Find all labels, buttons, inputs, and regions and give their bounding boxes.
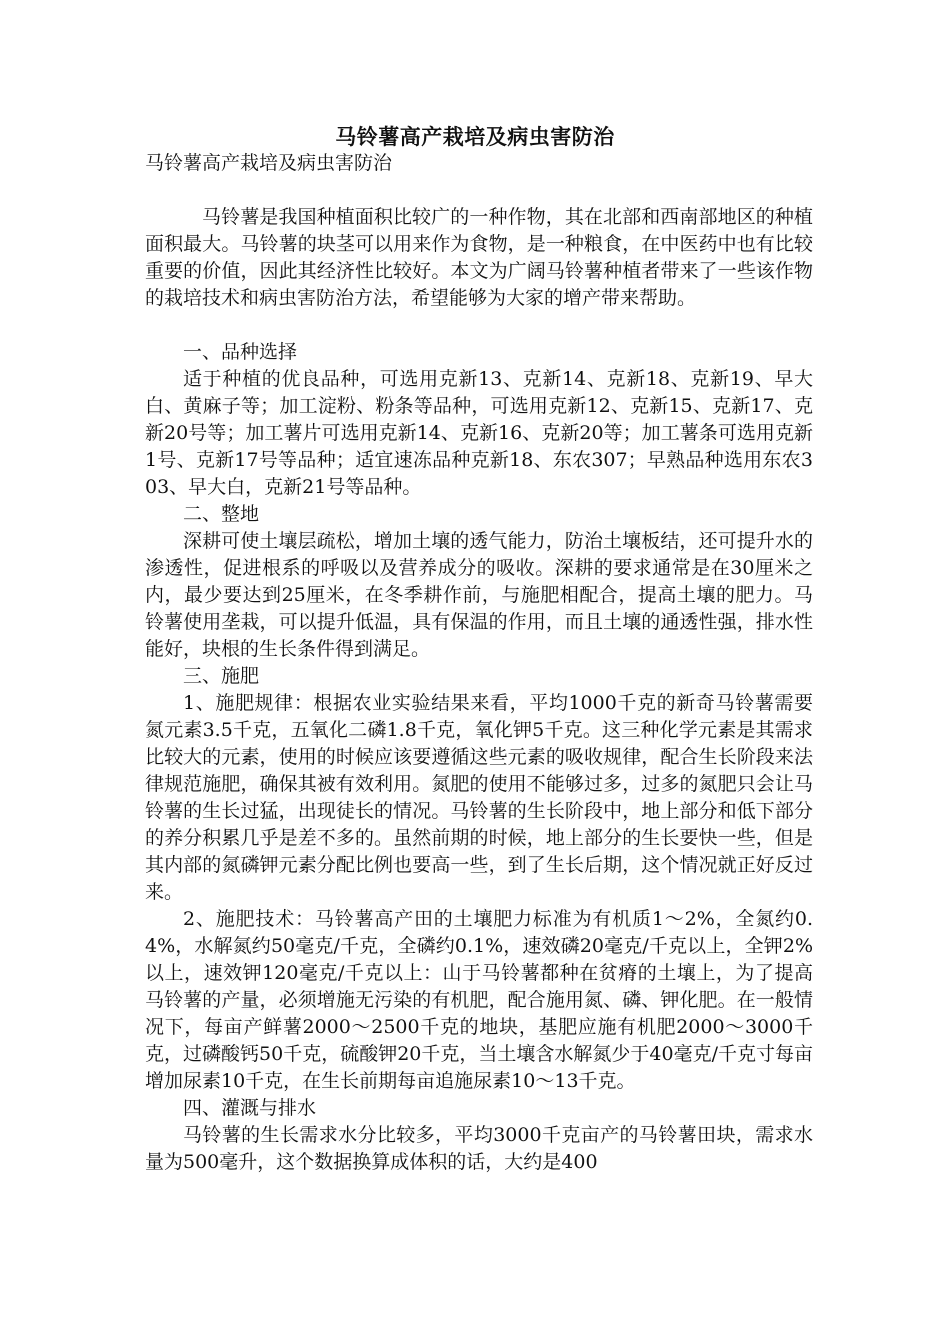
blank-line (145, 177, 813, 204)
section-paragraph-irrigation: 马铃薯的生长需求水分比较多，平均3000千克亩产的马铃薯田块，需求水量为500毫升，这个数据换算成体积的话，大约是400 (145, 1124, 813, 1173)
document-subtitle: 马铃薯高产栽培及病虫害防治 (145, 152, 393, 174)
document-title: 马铃薯高产栽培及病虫害防治 (335, 124, 615, 149)
intro-paragraph: 马铃薯是我国种植面积比较广的一种作物，其在北部和西南部地区的种植面积最大。马铃薯的块茎可以用来作为食物，是一种粮食，在中医药中也有比较重要的价值，因此其经济性比较好。本文为广阔马铃薯种植者带来了一些该作物的栽培技术和病虫害防治方法，希望能够为大家的增产带来帮助。 (145, 206, 813, 309)
section-heading-irrigation: 四、灌溉与排水 (183, 1097, 317, 1119)
section-heading-variety: 一、品种选择 (183, 341, 298, 363)
blank-line (145, 312, 813, 339)
section-paragraph-land-prep: 深耕可使土壤层疏松，增加土壤的透气能力，防治土壤板结，还可提升水的渗透性，促进根系的呼吸以及营养成分的吸收。深耕的要求通常是在30厘米之内，最少要达到25厘米，在冬季耕作前，与施肥相配合，提高土壤的肥力。马铃薯使用垄栽，可以提升低温，具有保温的作用，而且土壤的通透性强，排水性能好，块根的生长条件得到满足。 (145, 530, 813, 660)
section-heading-land-prep: 二、整地 (183, 503, 260, 525)
section-heading-fertilizing: 三、施肥 (183, 665, 260, 687)
section-paragraph-variety: 适于种植的优良品种，可选用克新13、克新14、克新18、克新19、早大白、黄麻子等；加工淀粉、粉条等品种，可选用克新12、克新15、克新17、克新20号等；加工薯片可选用克新14、克新16、克新20等；加工薯条可选用克新1号、克新17号等品种；适宜速冻品种克新18、东农307；早熟品种选用东农303、早大白，克新21号等品种。 (145, 368, 813, 498)
document-body (145, 150, 813, 1176)
section-paragraph-fertilizing-rules: 1、施肥规律：根据农业实验结果来看，平均1000千克的新奇马铃薯需要氮元素3.5千克，五氧化二磷1.8千克，氧化钾5千克。这三种化学元素是其需求比较大的元素，使用的时候应该要遵循这些元素的吸收规律，配合生长阶段来法律规范施肥，确保其被有效利用。氮肥的使用不能够过多，过多的氮肥只会让马铃薯的生长过猛，出现徒长的情况。马铃薯的生长阶段中，地上部分和低下部分的养分积累几乎是差不多的。虽然前期的时候，地上部分的生长要快一些，但是其内部的氮磷钾元素分配比例也要高一些，到了生长后期，这个情况就正好反过来。 (145, 692, 813, 903)
section-paragraph-fertilizing-technique: 2、施肥技术：马铃薯高产田的土壤肥力标准为有机质1～2%，全氮约0.4%，水解氮约50毫克/千克，全磷约0.1%，速效磷20毫克/千克以上，全钾2%以上，速效钾120毫克/千克以上：山于马铃薯都种在贫瘠的土壤上，为了提高马铃薯的产量，必须增施无污染的有机肥，配合施用氮、磷、钾化肥。在一般情况下，每亩产鲜薯2000～2500千克的地块，基肥应施有机肥2000～3000千克，过磷酸钙50千克，硫酸钾20千克，当土壤含水解氮少于40毫克/千克寸每亩增加尿素10千克，在生长前期每亩追施尿素10～13千克。 (145, 908, 813, 1092)
